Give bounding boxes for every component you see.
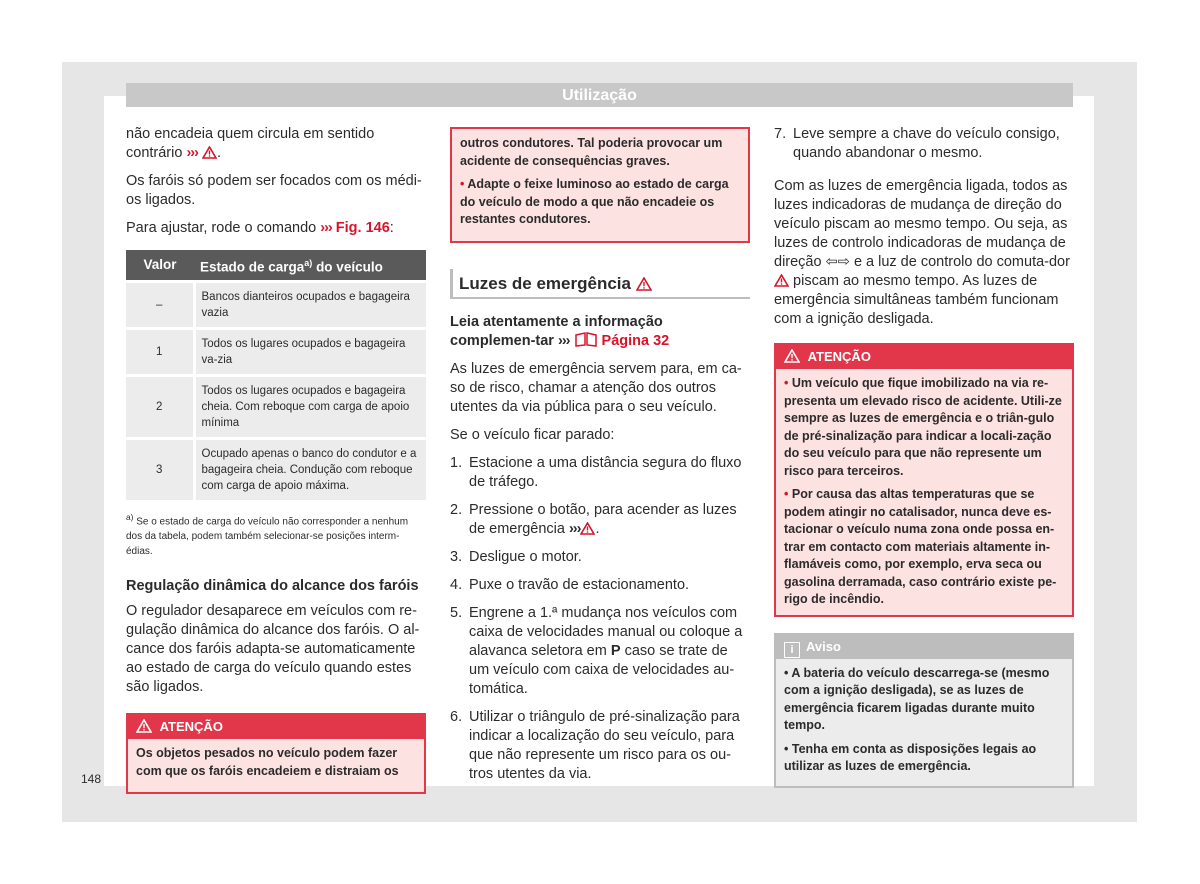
note-title: Aviso (806, 638, 841, 654)
table-header-row (126, 250, 426, 282)
paragraph: Os faróis só podem ser focados com os médi-os ligados. (126, 173, 422, 208)
lead-paragraph (450, 313, 750, 351)
list-item (450, 576, 750, 595)
note-text: Tenha em conta as disposições legais ao utilizar as luzes de emergência. (784, 741, 1037, 773)
warning-triangle-icon (636, 277, 652, 291)
warning-triangle-icon (136, 719, 152, 733)
cross-ref-chevrons: ››› (557, 332, 570, 349)
paragraph: não encadeia quem circula em sentido contrário ››› . (126, 126, 375, 161)
table-cell-value: 3 (126, 439, 194, 501)
table-cell-state: Ocupado apenas o banco do condutor e a bagageira cheia. Condução com reboque com carga de apoio máxima. (194, 439, 426, 501)
section-title-text: Luzes de emergência (459, 273, 631, 293)
table-row (126, 439, 426, 501)
bullet: • (784, 665, 789, 680)
bullet: • (784, 741, 789, 756)
step-number: 3. (450, 548, 463, 565)
figure-link[interactable]: Fig. 146 (335, 220, 390, 236)
warning-triangle-icon[interactable] (580, 522, 595, 535)
list-item (774, 125, 1074, 163)
page-number: 148 (81, 772, 102, 786)
table-row (126, 376, 426, 439)
warning-text: Por causa das altas temperaturas que se podem atingir no catalisador, nunca deve es-tacionar o veículo numa zona onde possa en-trar em contacto com materiais altamente in-flamáveis como, por exemplo, erva seca ou gasolina derramada, caso contrário existe pe-rigo de incêndio. (784, 487, 1057, 606)
bullet: • (784, 376, 789, 390)
step-text: Engrene a 1.ª mudança nos veículos com caixa de velocidades manual ou coloque a alavanca seletora em (469, 604, 743, 659)
table-cell-value: 2 (126, 376, 194, 439)
warning-box-body (452, 129, 748, 241)
table-cell-state: Todos os lugares ocupados e bagageira va-zia (194, 329, 426, 376)
table-footnote (126, 510, 426, 559)
table-cell-state: Todos os lugares ocupados e bagageira cheia. Com reboque com carga de apoio mínima (194, 376, 426, 439)
warning-text: Um veículo que fique imobilizado na via re-presenta um elevado risco de acidente. Utili-ze sempre as luzes de emergência e o triân-gulo de pré-sinalização para indicar a locali-zação do seu veículo para que não represente um risco para terceiros. (784, 376, 1062, 478)
column-header-text: do veículo (312, 259, 383, 275)
step-number: 2. (450, 501, 463, 518)
note-text: A bateria do veículo descarrega-se (mesmo com a ignição desligada), se as luzes de emergência ficarem ligadas durante muito tempo. (784, 665, 1050, 732)
list-item: 2. Pressione o botão, para acender as luzes de emergência ››› . (450, 501, 737, 537)
section-title (450, 269, 750, 299)
warning-triangle-icon[interactable] (202, 146, 217, 159)
paragraph: Para ajustar, rode o comando ››› Fig. 146: (126, 220, 394, 236)
warning-box (774, 343, 1074, 617)
list-item (450, 454, 750, 492)
paragraph: Se o veículo ficar parado: (450, 426, 615, 443)
step-number: 6. (450, 708, 463, 725)
paragraph (774, 177, 1074, 329)
warning-text: Os objetos pesados no veículo podem fazer com que os faróis encadeiem e distraiam os (136, 746, 399, 778)
subheading: Regulação dinâmica do alcance dos faróis (126, 578, 419, 595)
paragraph-text: e a luz de controlo do comuta-dor (853, 254, 1070, 270)
load-state-table (126, 250, 426, 500)
column-header (194, 250, 426, 282)
steps-list (450, 454, 750, 784)
warning-box (126, 713, 426, 794)
cross-ref-chevrons: ››› (568, 520, 581, 537)
list-item (450, 708, 750, 784)
column-right (774, 125, 1074, 788)
paragraph: O regulador desaparece em veículos com re-gulação dinâmica do alcance dos faróis. O al-cance dos faróis adapta-se automaticamente ao estado de carga do veículo quando estes são ligados. (126, 603, 420, 696)
paragraph-text: não encadeia quem circula em sentido contrário (126, 126, 375, 161)
paragraph: As luzes de emergência servem para, em ca-so de risco, chamar a atenção dos outros utentes da via pública para o seu veículo. (450, 360, 742, 415)
step-text: caso se trate de um veículo com caixa de velocidades au-tomática. (469, 642, 735, 697)
step-text: Pressione o botão, para acender as luzes de emergência (469, 501, 737, 537)
note-list-item (784, 665, 1064, 735)
list-item (450, 604, 750, 699)
cross-ref-chevrons: ››› (186, 145, 198, 161)
gear-position-label: P (610, 642, 621, 659)
step-number: 5. (450, 604, 463, 621)
footnote-mark: a) (126, 512, 134, 522)
info-icon: i (784, 642, 800, 658)
step-number: 4. (450, 576, 463, 593)
warning-box-header (128, 715, 424, 739)
warning-box-continued (450, 127, 750, 243)
warning-box-header (776, 345, 1072, 369)
warning-text: outros condutores. Tal poderia provocar um acidente de consequências graves. (460, 136, 723, 168)
chapter-header: Utilização (126, 83, 1073, 107)
list-item (450, 548, 750, 567)
footnote-mark: a) (304, 257, 313, 268)
step-number: 7. (774, 126, 787, 142)
table-cell-value: 1 (126, 329, 194, 376)
lead-text: Leia atentamente a informação complemen-tar (450, 313, 663, 349)
warning-title: ATENÇÃO (807, 349, 871, 364)
column-header-text: Estado de carga (200, 259, 305, 275)
page-link[interactable]: Página 32 (601, 332, 670, 349)
warning-triangle-icon (774, 274, 789, 287)
step-text: Utilizar o triângulo de pré-sinalização para indicar a localização do seu veículo, para que não represente um risco para os ou-tros utentes da via. (469, 708, 740, 782)
cross-ref-chevrons: ››› (320, 220, 332, 236)
step-text: Puxe o travão de estacionamento. (469, 576, 690, 593)
steps-list-continued (774, 125, 1074, 163)
step-text: Leve sempre a chave do veículo consigo, quando abandonar o mesmo. (793, 126, 1060, 161)
warning-list-item (460, 176, 740, 229)
footnote-text: Se o estado de carga do veículo não corresponder a nenhum dos da tabela, podem também selecionar-se posições interm-édias. (126, 516, 409, 558)
step-text: Desligue o motor. (469, 548, 582, 565)
warning-text: Adapte o feixe luminoso ao estado de carga do veículo de modo a que não encadeie os restantes condutores. (460, 177, 729, 226)
warning-triangle-icon (784, 349, 800, 363)
column-header: Valor (126, 250, 194, 282)
bullet: • (460, 177, 465, 191)
warning-box-body (128, 739, 424, 792)
step-text: Estacione a uma distância segura do fluxo de tráfego. (469, 454, 742, 490)
table-row (126, 282, 426, 329)
warning-list-item (784, 486, 1064, 609)
note-box-body (776, 659, 1072, 786)
warning-title: ATENÇÃO (159, 719, 223, 735)
column-middle (450, 125, 750, 793)
warning-list-item (784, 375, 1064, 480)
column-left (126, 125, 426, 794)
note-list-item (784, 741, 1064, 776)
note-box (774, 633, 1074, 788)
table-cell-value: – (126, 282, 194, 329)
paragraph-text: Para ajustar, rode o comando (126, 220, 317, 236)
book-reference-icon (574, 332, 598, 347)
table-cell-state: Bancos dianteiros ocupados e bagageira vazia (194, 282, 426, 329)
table-row (126, 329, 426, 376)
step-number: 1. (450, 454, 463, 471)
turn-signal-arrows-icon: ⇦⇨ (825, 254, 850, 270)
paragraph-text: piscam ao mesmo tempo. As luzes de emergência simultâneas também funcionam com a ignição desligada. (774, 273, 1059, 327)
note-box-header (776, 635, 1072, 659)
warning-box-body (776, 369, 1072, 615)
paragraph-text: Com as luzes de emergência ligada, todos as luzes indicadoras de mudança de direção do veículo piscam ao mesmo tempo. Ou seja, as luzes de controlo indicadoras de mudança de direção (774, 178, 1068, 270)
bullet: • (784, 487, 789, 501)
